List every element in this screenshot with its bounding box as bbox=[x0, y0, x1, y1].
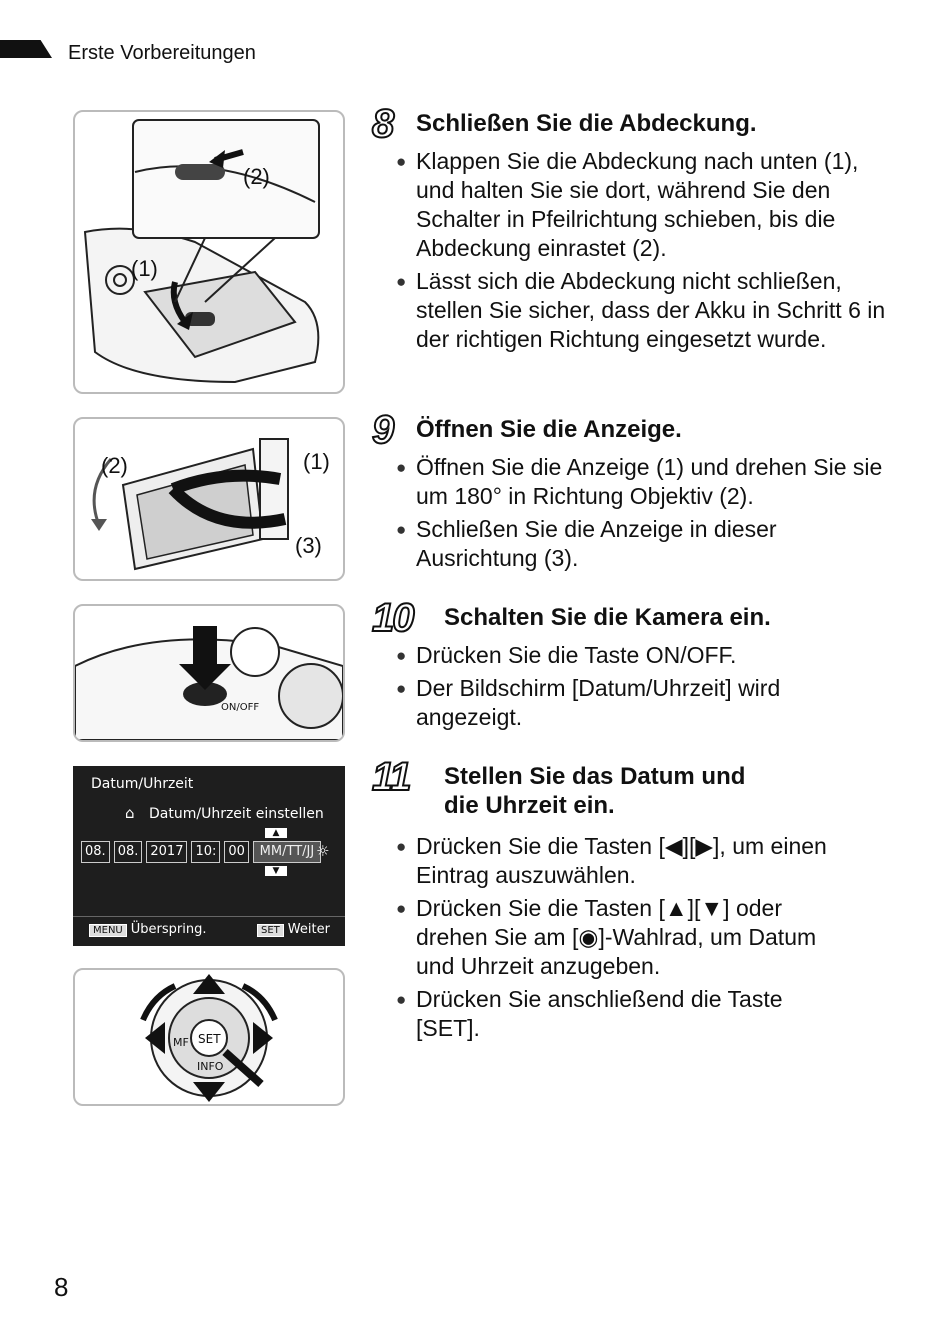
step-title: Öffnen Sie die Anzeige. bbox=[416, 416, 682, 443]
figure-label-2: (2) bbox=[243, 164, 270, 189]
menu-key: MENU bbox=[89, 924, 127, 937]
field-minute[interactable]: 00 bbox=[224, 841, 249, 863]
step-title-line-2: die Uhrzeit ein. bbox=[444, 792, 615, 819]
skip-hint bbox=[89, 922, 206, 937]
step-bullets bbox=[396, 641, 796, 736]
bullet: ● Drücken Sie anschließend die Taste [SET]. bbox=[396, 985, 836, 1043]
bullet: ● Öffnen Sie die Anzeige (1) und drehen Sie sie um 180° in Richtung Objektiv (2). bbox=[396, 453, 886, 511]
step-bullets bbox=[396, 832, 836, 1047]
on-off-label: ON/OFF bbox=[221, 702, 260, 713]
set-label: SET bbox=[198, 1032, 221, 1046]
bullet: ● Klappen Sie die Abdeckung nach unten (1), und halten Sie sie dort, während Sie den Schalter in Pfeilrichtung schieben, bis die Abdeckung einrastet (2). bbox=[396, 147, 886, 263]
bullet: ● Schließen Sie die Anzeige in dieser Ausrichtung (3). bbox=[396, 515, 886, 573]
set-key: SET bbox=[257, 924, 284, 937]
field-day[interactable]: 08. bbox=[114, 841, 143, 863]
power-button-illustration bbox=[75, 606, 343, 740]
figure-power-button bbox=[73, 604, 345, 742]
screen-title: Datum/Uhrzeit bbox=[91, 776, 194, 792]
step-number: 10 bbox=[372, 596, 413, 640]
next-label: Weiter bbox=[287, 922, 330, 937]
figure-control-dial bbox=[73, 968, 345, 1106]
step-title: Schließen Sie die Abdeckung. bbox=[416, 110, 757, 137]
step-number: 11 bbox=[372, 755, 410, 799]
control-dial-illustration bbox=[75, 970, 343, 1104]
footer-divider bbox=[73, 916, 345, 917]
figure-open-display bbox=[73, 417, 345, 581]
step-bullets bbox=[396, 147, 886, 358]
section-title: Erste Vorbereitungen bbox=[68, 42, 256, 64]
date-time-screen bbox=[73, 766, 345, 946]
mf-label: MF bbox=[173, 1036, 189, 1049]
info-label: INFO bbox=[197, 1060, 224, 1073]
bullet: ● Drücken Sie die Tasten [▲][▼] oder drehen Sie am [◉]-Wahlrad, um Datum und Uhrzeit anzugeben. bbox=[396, 894, 836, 981]
bullet: ● Drücken Sie die Taste ON/OFF. bbox=[396, 641, 796, 670]
bullet: ● Drücken Sie die Tasten [◀][▶], um einen Eintrag auszuwählen. bbox=[396, 832, 836, 890]
section-tab-marker bbox=[0, 40, 52, 58]
field-year[interactable]: 2017 bbox=[146, 841, 187, 863]
page-number: 8 bbox=[54, 1272, 69, 1302]
arrow-up-icon: ▲ bbox=[265, 828, 287, 838]
date-time-fields bbox=[81, 841, 321, 863]
screen-subtitle: Datum/Uhrzeit einstellen bbox=[149, 806, 324, 822]
skip-label: Überspring. bbox=[130, 922, 207, 937]
bullet: ● Lässt sich die Abdeckung nicht schließen, stellen Sie sicher, dass der Akku in Schritt 6 in der richtigen Richtung eingesetzt wurde. bbox=[396, 267, 886, 354]
arrow-down-icon: ▼ bbox=[265, 866, 287, 876]
step-title: Schalten Sie die Kamera ein. bbox=[444, 604, 771, 631]
step-number: 9 bbox=[372, 408, 393, 452]
step-number: 8 bbox=[372, 102, 393, 146]
bullet: ● Der Bildschirm [Datum/Uhrzeit] wird angezeigt. bbox=[396, 674, 796, 732]
sun-icon[interactable]: ☼ bbox=[316, 842, 330, 860]
field-month[interactable]: 08. bbox=[81, 841, 110, 863]
step-title-line-1: Stellen Sie das Datum und bbox=[444, 763, 746, 790]
field-date-format[interactable]: MM/TT/JJ bbox=[253, 841, 321, 863]
figure-close-cover bbox=[73, 110, 345, 394]
figure-label-1: (1) bbox=[131, 256, 158, 281]
field-hour[interactable]: 10: bbox=[191, 841, 220, 863]
figure-label-2: (2) bbox=[101, 453, 128, 478]
figure-label-1: (1) bbox=[303, 449, 330, 474]
display-rotate-illustration bbox=[75, 419, 343, 579]
figure-label-3: (3) bbox=[295, 533, 322, 558]
home-icon: ⌂ bbox=[125, 804, 135, 822]
step-bullets bbox=[396, 453, 886, 577]
next-hint bbox=[257, 922, 330, 937]
camera-cover-illustration bbox=[75, 112, 343, 392]
